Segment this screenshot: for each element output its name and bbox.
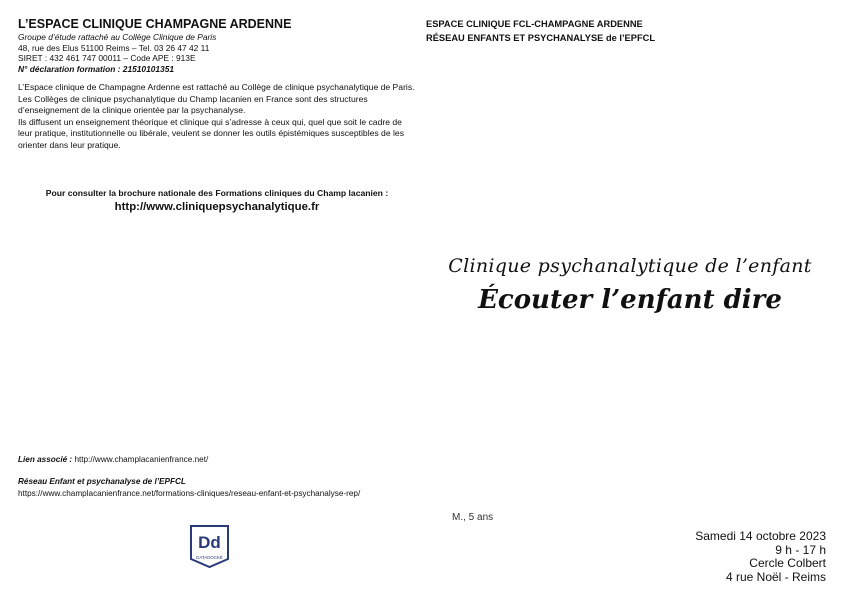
- associated-link-label: Lien associé :: [18, 455, 73, 464]
- associated-link[interactable]: http://www.champlacanienfrance.net/: [74, 455, 209, 464]
- description-block: [18, 82, 418, 152]
- event-time: 9 h - 17 h: [775, 542, 826, 557]
- reseau-link[interactable]: https://www.champlacanienfrance.net/formations-cliniques/reseau-enfant-et-psychanalyse-rep/: [18, 488, 361, 498]
- drawing-caption: M., 5 ans: [452, 512, 494, 523]
- associated-link-line: [18, 455, 208, 464]
- event-address: 4 rue Noël - Reims: [725, 569, 826, 584]
- event-venue: Cercle Colbert: [749, 556, 826, 570]
- right-header-line: ESPACE CLINIQUE FCL-CHAMPAGNE ARDENNE: [426, 19, 643, 29]
- group-affiliation: Groupe d’étude rattaché au Collège Clinique de Paris: [18, 32, 217, 42]
- organization-title: L’ESPACE CLINIQUE CHAMPAGNE ARDENNE: [18, 17, 292, 31]
- datadock-logo-caption: DATADOCKÉ: [196, 555, 223, 560]
- declaration-line: N° déclaration formation : 21510101351: [18, 63, 175, 74]
- right-header-line: RÉSEAU ENFANTS ET PSYCHANALYSE de l’EPFCL: [426, 33, 656, 43]
- reseau-label: Réseau Enfant et psychanalyse de l’EPFCL: [18, 477, 186, 486]
- description-paragraph: Les Collèges de clinique psychanalytique du Champ lacanien en France sont des structures d’enseignement de la clinique orientée par la psychanalyse.: [18, 93, 368, 116]
- reseau-link-block: [18, 476, 360, 499]
- seminar-subtitle: Clinique psychanalytique de l’enfant: [448, 255, 812, 277]
- datadock-logo-letters: Dd: [198, 533, 221, 552]
- seminar-title: Écouter l’enfant dire: [478, 285, 782, 315]
- address-line: 48, rue des Elus 51100 Reims – Tel. 03 26 47 42 11: [18, 42, 210, 53]
- description-paragraph: L’Espace clinique de Champagne Ardenne est rattaché au Collège de clinique psychanalytique de Paris.: [18, 82, 415, 92]
- event-info: [695, 530, 826, 584]
- brochure-text: Pour consulter la brochure nationale des Formations cliniques du Champ lacanien :: [45, 188, 389, 198]
- description-paragraph: Ils diffusent un enseignement théorique et clinique qui s’adresse à ceux qui, quel que soit le cadre de leur pratique, institutionnelle ou libérale, veulent se donner les outils épistémiques susceptibles de les orienter dans leur pratique.: [18, 116, 404, 150]
- datadock-logo: [189, 524, 230, 569]
- organization-details: [18, 32, 216, 74]
- siret-line: SIRET : 432 461 747 00011 – Code APE : 913E: [18, 53, 196, 63]
- event-date: Samedi 14 octobre 2023: [695, 529, 826, 543]
- right-header: [426, 17, 655, 45]
- brochure-link[interactable]: http://www.cliniquepsychanalytique.fr: [114, 201, 320, 213]
